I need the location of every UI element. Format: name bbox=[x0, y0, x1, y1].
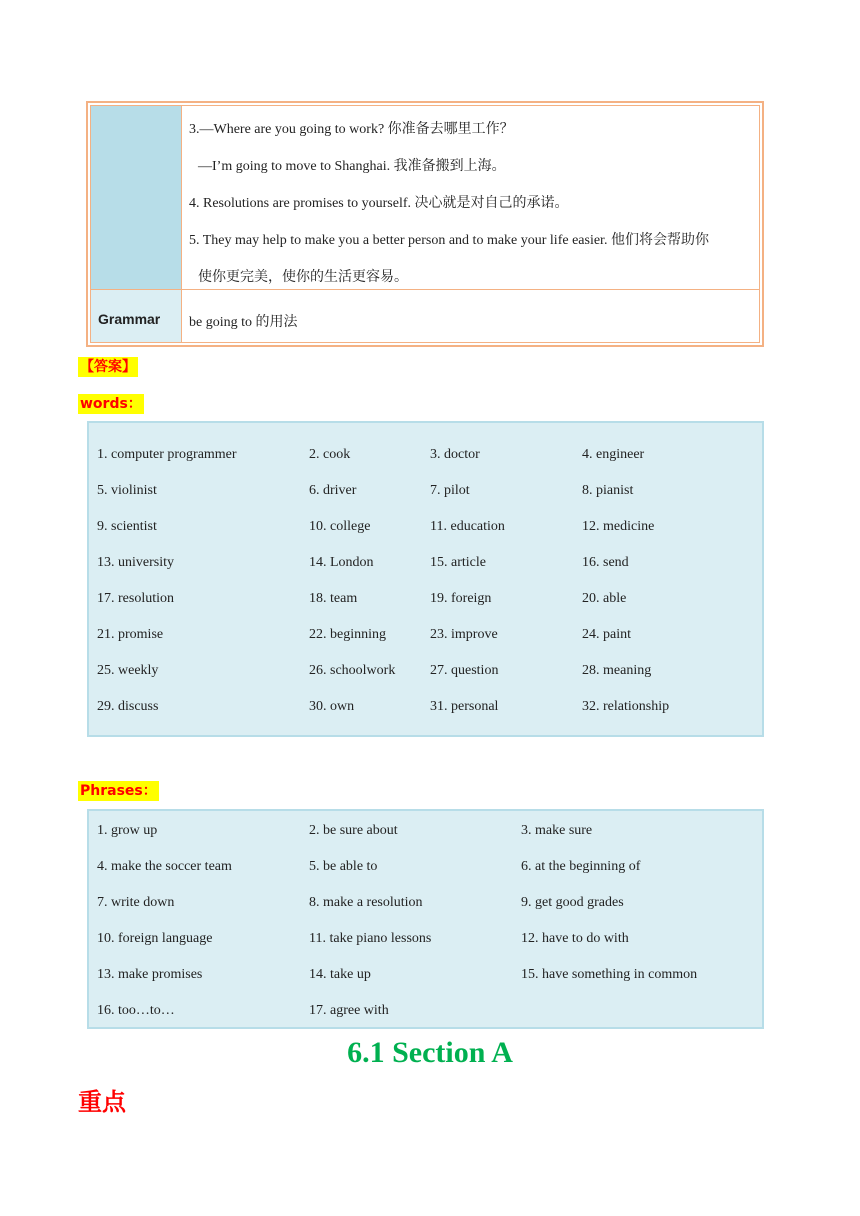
word-item: 5. violinist bbox=[97, 483, 157, 498]
word-item: 4. engineer bbox=[582, 447, 645, 462]
phrase-item: 11. take piano lessons bbox=[309, 931, 432, 946]
sentence-line-5: 使你更完美，使你的生活更容易。 bbox=[198, 270, 408, 285]
word-item: 22. beginning bbox=[309, 627, 386, 642]
phrase-item: 16. too…to… bbox=[97, 1003, 175, 1018]
word-item: 29. discuss bbox=[97, 699, 159, 714]
word-item: 28. meaning bbox=[582, 663, 652, 678]
grammar-label: Grammar bbox=[98, 311, 161, 327]
phrase-item: 3. make sure bbox=[521, 823, 593, 838]
phrase-item: 10. foreign language bbox=[97, 931, 213, 946]
word-item: 1. computer programmer bbox=[97, 447, 237, 462]
word-item: 14. London bbox=[309, 555, 374, 570]
word-item: 24. paint bbox=[582, 627, 631, 642]
phrase-item: 13. make promises bbox=[97, 967, 203, 982]
phrase-item: 17. agree with bbox=[309, 1003, 389, 1018]
word-item: 23. improve bbox=[430, 627, 498, 642]
word-item: 17. resolution bbox=[97, 591, 174, 606]
word-item: 27. question bbox=[430, 663, 499, 678]
sentence-line-1: 3.—Where are you going to work? 你准备去哪里工作？ bbox=[189, 122, 514, 137]
word-item: 21. promise bbox=[97, 627, 164, 642]
word-item: 6. driver bbox=[309, 483, 357, 498]
word-item: 8. pianist bbox=[582, 483, 634, 498]
word-item: 16. send bbox=[582, 555, 629, 570]
word-item: 19. foreign bbox=[430, 591, 492, 606]
word-item: 12. medicine bbox=[582, 519, 655, 534]
sentences-label-cell bbox=[91, 106, 182, 290]
phrase-item: 15. have something in common bbox=[521, 967, 698, 982]
words-box bbox=[87, 421, 764, 737]
word-item: 13. university bbox=[97, 555, 174, 570]
word-item: 32. relationship bbox=[582, 699, 670, 714]
sentences-table-inner bbox=[90, 105, 760, 343]
sentences-table bbox=[86, 101, 764, 347]
phrase-item: 8. make a resolution bbox=[309, 895, 423, 910]
sentence-line-3: 4. Resolutions are promises to yourself. 决心就是对自己的承诺。 bbox=[189, 196, 569, 211]
sentence-line-4: 5. They may help to make you a better person and to make your life easier. 他们将会帮助你 bbox=[189, 233, 709, 248]
word-item: 31. personal bbox=[430, 699, 499, 714]
phrases-box bbox=[87, 809, 764, 1029]
word-item: 2. cook bbox=[309, 447, 351, 462]
grammar-value: be going to 的用法 bbox=[189, 315, 298, 330]
word-item: 30. own bbox=[309, 699, 355, 714]
phrase-item: 14. take up bbox=[309, 967, 371, 982]
phrase-item: 1. grow up bbox=[97, 823, 158, 838]
sentence-line-2: —I’m going to move to Shanghai. 我准备搬到上海。 bbox=[198, 159, 506, 174]
phrase-item: 12. have to do with bbox=[521, 931, 629, 946]
word-item: 25. weekly bbox=[97, 663, 159, 678]
phrase-item: 5. be able to bbox=[309, 859, 378, 874]
word-item: 18. team bbox=[309, 591, 358, 606]
key-points-heading: 重点 bbox=[78, 1088, 126, 1116]
words-label: words： bbox=[80, 396, 142, 412]
grammar-label-cell bbox=[91, 290, 182, 342]
phrases-label: Phrases： bbox=[80, 783, 157, 799]
word-item: 15. article bbox=[430, 555, 486, 570]
phrase-item: 7. write down bbox=[97, 895, 175, 910]
word-item: 7. pilot bbox=[430, 483, 470, 498]
word-item: 20. able bbox=[582, 591, 627, 606]
grammar-cell bbox=[182, 290, 759, 342]
answer-label: 【答案】 bbox=[80, 359, 136, 375]
phrase-item: 4. make the soccer team bbox=[97, 859, 232, 874]
sentences-cell bbox=[182, 106, 759, 290]
section-title: 6.1 Section A bbox=[347, 1036, 513, 1069]
word-item: 10. college bbox=[309, 519, 371, 534]
word-item: 9. scientist bbox=[97, 519, 157, 534]
word-item: 3. doctor bbox=[430, 447, 480, 462]
phrase-item: 6. at the beginning of bbox=[521, 859, 641, 874]
phrase-item: 2. be sure about bbox=[309, 823, 398, 838]
phrase-item: 9. get good grades bbox=[521, 895, 624, 910]
word-item: 26. schoolwork bbox=[309, 663, 396, 678]
word-item: 11. education bbox=[430, 519, 505, 534]
